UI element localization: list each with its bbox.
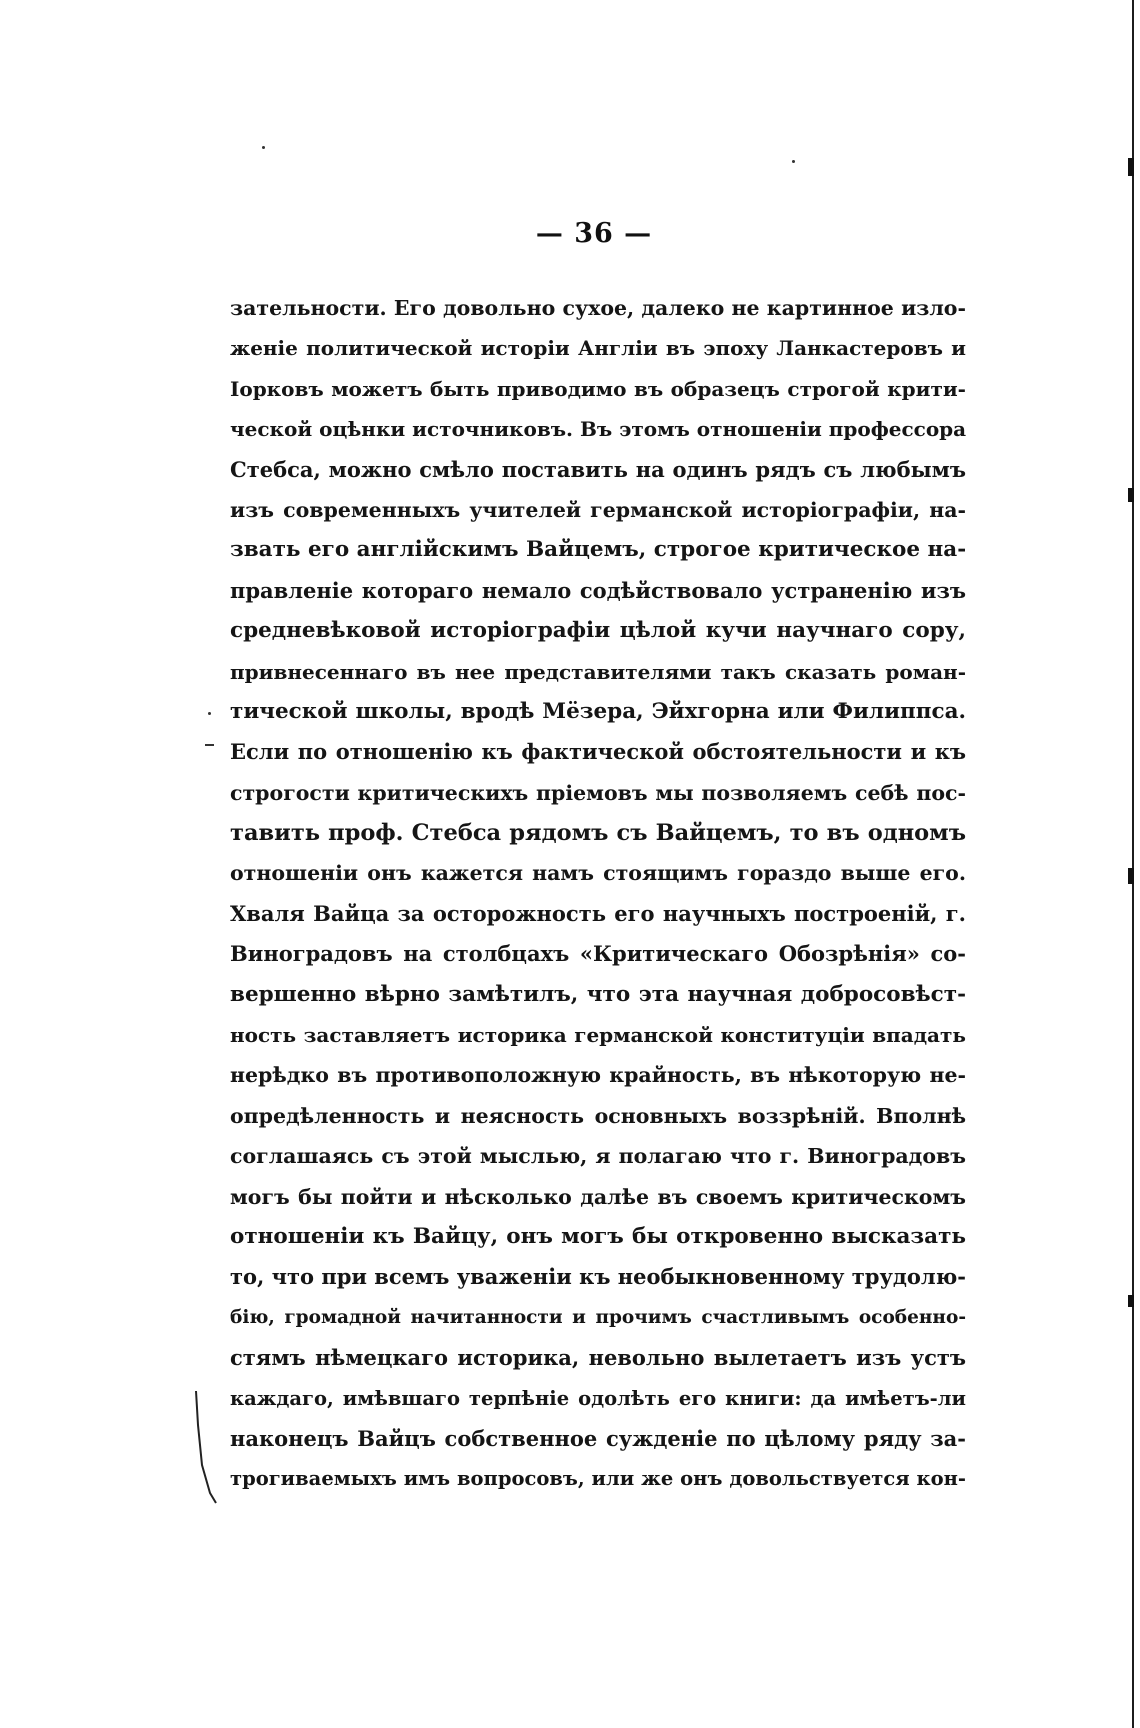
scan-speck: [262, 146, 265, 149]
scan-speck: [792, 160, 795, 163]
text-line: ческой оцѣнки источниковъ. Въ этомъ отношеніи профессора: [230, 417, 966, 442]
scan-edge-mark: [1128, 868, 1134, 884]
scan-edge-mark: [1128, 158, 1134, 176]
text-line: тической школы, вродѣ Мёзера, Эйхгорна или Филиппса.: [230, 698, 966, 724]
scan-edge-mark: [1128, 488, 1134, 502]
scan-speck: [205, 744, 214, 746]
text-line: бію, громадной начитанности и прочимъ счастливымъ особенно-: [230, 1306, 966, 1328]
margin-pencil-mark: [192, 1385, 222, 1505]
text-line: зательности. Его довольно сухое, далеко не картинное изло-: [230, 296, 966, 320]
text-line: отношеніи онъ кажется намъ стоящимъ гораздо выше его.: [230, 861, 966, 886]
text-line: вершенно вѣрно замѣтилъ, что эта научная добросовѣст-: [230, 981, 966, 1007]
text-line: опредѣленность и неясность основныхъ воззрѣній. Вполнѣ: [230, 1103, 966, 1128]
text-line: трогиваемыхъ имъ вопросовъ, или же онъ довольствуется кон-: [230, 1467, 966, 1491]
text-line: привнесеннаго въ нее представителями такъ сказать роман-: [230, 659, 966, 684]
scan-speck: [208, 712, 211, 715]
text-line: тавить проф. Стебса рядомъ съ Вайцемъ, то въ одномъ: [230, 820, 966, 847]
text-line: нерѣдко въ противоположную крайность, въ нѣкоторую не-: [230, 1063, 966, 1088]
text-line: Стебса, можно смѣло поставить на одинъ рядъ съ любымъ: [230, 456, 966, 482]
text-line: строгости критическихъ пріемовъ мы позволяемъ себѣ пос-: [230, 780, 966, 805]
text-line: правленіе котораго немало содѣйствовало устраненію изъ: [230, 577, 966, 603]
text-line: соглашаясь съ этой мыслью, я полагаю что г. Виноградовъ: [230, 1144, 966, 1169]
text-line: могъ бы пойти и нѣсколько далѣе въ своемъ критическомъ: [230, 1184, 966, 1209]
text-line: каждаго, имѣвшаго терпѣніе одолѣть его книги: да имѣетъ-ли: [230, 1386, 966, 1410]
text-line: женіе политической исторіи Англіи въ эпоху Ланкастеровъ и: [230, 336, 966, 361]
text-line: наконецъ Вайцъ собственное сужденіе по цѣлому ряду за-: [230, 1425, 966, 1451]
text-line: отношеніи къ Вайцу, онъ могъ бы откровенно высказать: [230, 1223, 966, 1249]
text-line: то, что при всемъ уваженіи къ необыкновенному трудолю-: [230, 1264, 966, 1290]
scan-edge-line: [1132, 0, 1134, 1728]
scan-edge-mark: [1128, 1295, 1134, 1307]
text-line: изъ современныхъ учителей германской исторіографіи, на-: [230, 497, 966, 522]
text-line: Іорковъ можетъ быть приводимо въ образецъ строгой крити-: [230, 376, 966, 401]
text-line: ность заставляетъ историка германской конституціи впадать: [230, 1023, 966, 1048]
page-number: — 36 —: [535, 218, 653, 249]
text-line: Если по отношенію къ фактической обстоятельности и къ: [230, 739, 966, 765]
text-line: средневѣковой исторіографіи цѣлой кучи научнаго сору,: [230, 618, 966, 644]
text-line: Виноградовъ на столбцахъ «Критическаго Обозрѣнія» со-: [230, 941, 966, 967]
text-line: стямъ нѣмецкаго историка, невольно вылетаетъ изъ устъ: [230, 1345, 966, 1371]
body-text: [230, 288, 966, 1500]
text-line: Хваля Вайца за осторожность его научныхъ построеній, г.: [230, 900, 966, 926]
text-line: звать его англійскимъ Вайцемъ, строгое критическое на-: [230, 537, 966, 563]
